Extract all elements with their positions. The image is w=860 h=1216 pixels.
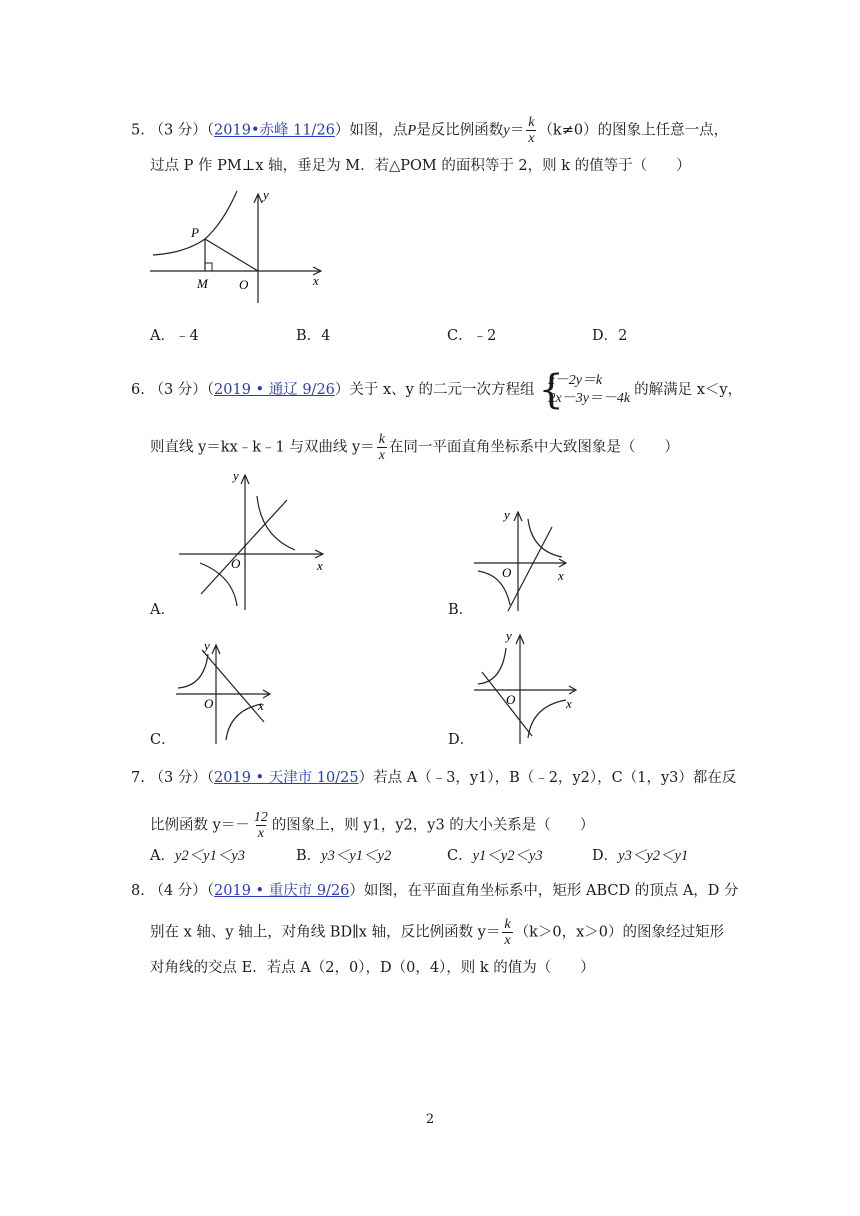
q6-equation-system [538, 367, 631, 413]
q7-number: 7. [131, 770, 145, 786]
q8-text-c: （k＞0，x＞0）的图象经过矩形 [514, 924, 725, 941]
q6c-label-o: O [204, 696, 214, 711]
q5-var-y: y [503, 122, 510, 139]
q6a-label-y: y [233, 468, 239, 483]
q6a-hyperbola-1 [257, 496, 295, 550]
q6c-hyperbola-2 [226, 704, 262, 740]
q5-option-b-letter: B． [296, 328, 322, 344]
q6-line2 [150, 432, 679, 463]
q8-line1: 8. （4 分）（2019 • 重庆市 9/26）如图，在平面直角坐标系中，矩形 ABCD 的顶点 A，D 分 [131, 883, 739, 899]
q8-frac-den: x [504, 933, 511, 948]
q6c-line [202, 650, 264, 722]
q5-score: （3 分） [149, 122, 207, 139]
q6-text-a: 关于 x、y 的二元一次方程组 [349, 382, 535, 398]
q6-frac-den: x [378, 448, 385, 463]
q8-number: 8. [131, 883, 145, 899]
q7-option-a-text: y2＜y1＜y3 [174, 848, 246, 864]
q6-figure-d [470, 626, 585, 746]
q7-text-c: 的图象上，则 y1，y2，y3 的大小关系是（ ） [271, 817, 595, 834]
q7-text-b: 比例函数 y＝－ [150, 817, 250, 834]
q5-frac-num: k [528, 115, 535, 130]
q7-option-b-text: y3＜y1＜y2 [321, 848, 392, 864]
q6-option-b[interactable]: B． [448, 602, 474, 618]
q5-line2: 过点 P 作 PM⊥x 轴，垂足为 M．若△POM 的面积等于 2，则 k 的值等于（ ） [150, 158, 691, 174]
q6d-hyperbola-1 [478, 648, 506, 684]
q6-brace: { [538, 367, 564, 413]
page-number: 2 [425, 1112, 435, 1127]
q7-score: （3 分） [149, 770, 207, 786]
q7-fraction [252, 810, 270, 841]
q8-text-a: 如图，在平面直角坐标系中，矩形 ABCD 的顶点 A，D 分 [363, 883, 739, 899]
q5-segment-po [205, 239, 258, 271]
q5-option-c-letter: C． [447, 328, 473, 344]
q5-option-d[interactable] [592, 326, 627, 346]
q7-option-c-letter: C． [447, 848, 473, 864]
q5-figure [145, 183, 335, 308]
q5-number: 5. [131, 122, 145, 139]
q6c-hyperbola-1 [178, 654, 208, 688]
q5-option-c-text: ﹣2 [472, 328, 497, 344]
q7-option-c[interactable] [447, 846, 543, 866]
q5-hyperbola [153, 191, 237, 255]
q6-figure-c [172, 638, 282, 746]
q6-figure-a [175, 466, 335, 612]
q6a-line [201, 500, 287, 594]
q6d-label-y: y [506, 628, 512, 643]
q8-text-b: 别在 x 轴、y 轴上，对角线 BD∥x 轴，反比例函数 y＝ [150, 924, 501, 941]
q8-line2 [150, 917, 724, 948]
q7-option-b-letter: B． [296, 848, 322, 864]
q7-frac-den: x [257, 826, 264, 841]
q7-option-a[interactable] [150, 846, 245, 866]
q7-text-a: 若点 A（﹣3，y1），B（﹣2，y2），C（1，y3）都在反 [373, 770, 737, 786]
q5-right-angle-mark [205, 263, 212, 271]
q8-fraction [502, 917, 512, 948]
q6-text-c: 则直线 y＝kx﹣k﹣1 与双曲线 y＝ [150, 439, 375, 456]
q5-option-d-text: 2 [618, 328, 628, 344]
q6-option-d[interactable]: D． [448, 732, 475, 748]
q8-source-link[interactable]: 2019 • 重庆市 9/26 [214, 883, 350, 899]
q5-label-x: x [313, 273, 319, 288]
q6-option-c[interactable]: C． [150, 732, 176, 748]
q6-number: 6. [131, 382, 145, 398]
q5-option-b[interactable] [296, 326, 330, 346]
q5-frac-den: x [528, 131, 535, 146]
q5-label-p: P [191, 225, 199, 240]
q7-option-d-letter: D． [592, 848, 619, 864]
q7-line2 [150, 810, 594, 841]
q5-label-o: O [239, 277, 249, 292]
q5-fraction [526, 115, 536, 146]
q8-frac-num: k [504, 917, 511, 932]
q8-score: （4 分） [149, 883, 207, 899]
q7-option-a-letter: A． [150, 848, 175, 864]
q7-frac-num: 12 [253, 810, 268, 825]
q6b-label-x: x [558, 568, 564, 583]
q5-option-a[interactable] [150, 326, 199, 346]
q6-score: （3 分） [149, 382, 207, 398]
q5-line1: 5. （3 分）（2019•赤峰 11/26）如图，点P是反比例函数y＝ $\frac{k}{x}$ （k≠0）的图象上任意一点， [131, 115, 729, 146]
q6b-label-o: O [502, 565, 512, 580]
q5-text-b: 是反比例函数 [416, 122, 504, 139]
q7-option-d-text: y3＜y2＜y1 [618, 848, 689, 864]
q5-text-a: 如图，点 [349, 122, 408, 139]
q5-option-d-letter: D． [592, 328, 619, 344]
q6c-label-x: x [258, 698, 264, 713]
q7-line1: 7. （3 分）（2019 • 天津市 10/25）若点 A（﹣3，y1），B（﹣2，y2），C（1，y3）都在反 [131, 770, 737, 786]
q5-eq: ＝ [509, 122, 525, 139]
q5-option-c[interactable] [447, 326, 496, 346]
q6d-hyperbola-2 [528, 700, 566, 738]
q6b-hyperbola-1 [528, 519, 562, 557]
q6a-label-x: x [317, 558, 323, 573]
q6-option-a[interactable]: A． [150, 602, 175, 618]
q7-option-b[interactable] [296, 846, 391, 866]
q5-var-p: P [407, 122, 417, 139]
q5-label-y: y [263, 187, 269, 202]
q5-condition: （k≠0）的图象上任意一点， [538, 122, 729, 139]
q7-option-d[interactable] [592, 846, 688, 866]
q5-option-a-text: ﹣4 [174, 328, 199, 344]
q6-fraction [377, 432, 387, 463]
q5-option-a-letter: A． [150, 328, 175, 344]
q8-line3: 对角线的交点 E．若点 A（2，0），D（0，4），则 k 的值为（ ） [150, 960, 595, 976]
q6c-label-y: y [204, 638, 210, 653]
q6-figure-b [470, 505, 580, 615]
q6-text-d: 在同一平面直角坐标系中大致图象是（ ） [388, 439, 679, 456]
q6-source-link[interactable]: 2019 • 通辽 9/26 [214, 382, 335, 398]
q7-source-link[interactable]: 2019 • 天津市 10/25 [214, 770, 359, 786]
q7-option-c-text: y1＜y2＜y3 [472, 848, 543, 864]
q6a-label-o: O [231, 556, 241, 571]
q6d-label-x: x [566, 696, 572, 711]
q6-frac-num: k [378, 432, 385, 447]
q5-option-b-text: 4 [321, 328, 331, 344]
q5-label-m: M [197, 276, 208, 291]
q5-source-link[interactable]: 2019•赤峰 11/26 [214, 122, 335, 139]
q6-equation-1: x－2y＝k [548, 373, 603, 388]
q6b-line [508, 527, 552, 611]
q6b-label-y: y [504, 507, 510, 522]
q6d-label-o: O [506, 692, 516, 707]
q6-text-b: 的解满足 x＜y， [634, 382, 743, 398]
q6-line1: 6. （3 分）（2019 • 通辽 9/26）关于 x、y 的二元一次方程组 { x－2y＝k 2x－3y＝－4k 的解满足 x＜y， [131, 367, 743, 413]
q6-equation-2: 2x－3y＝－4k [548, 391, 631, 406]
